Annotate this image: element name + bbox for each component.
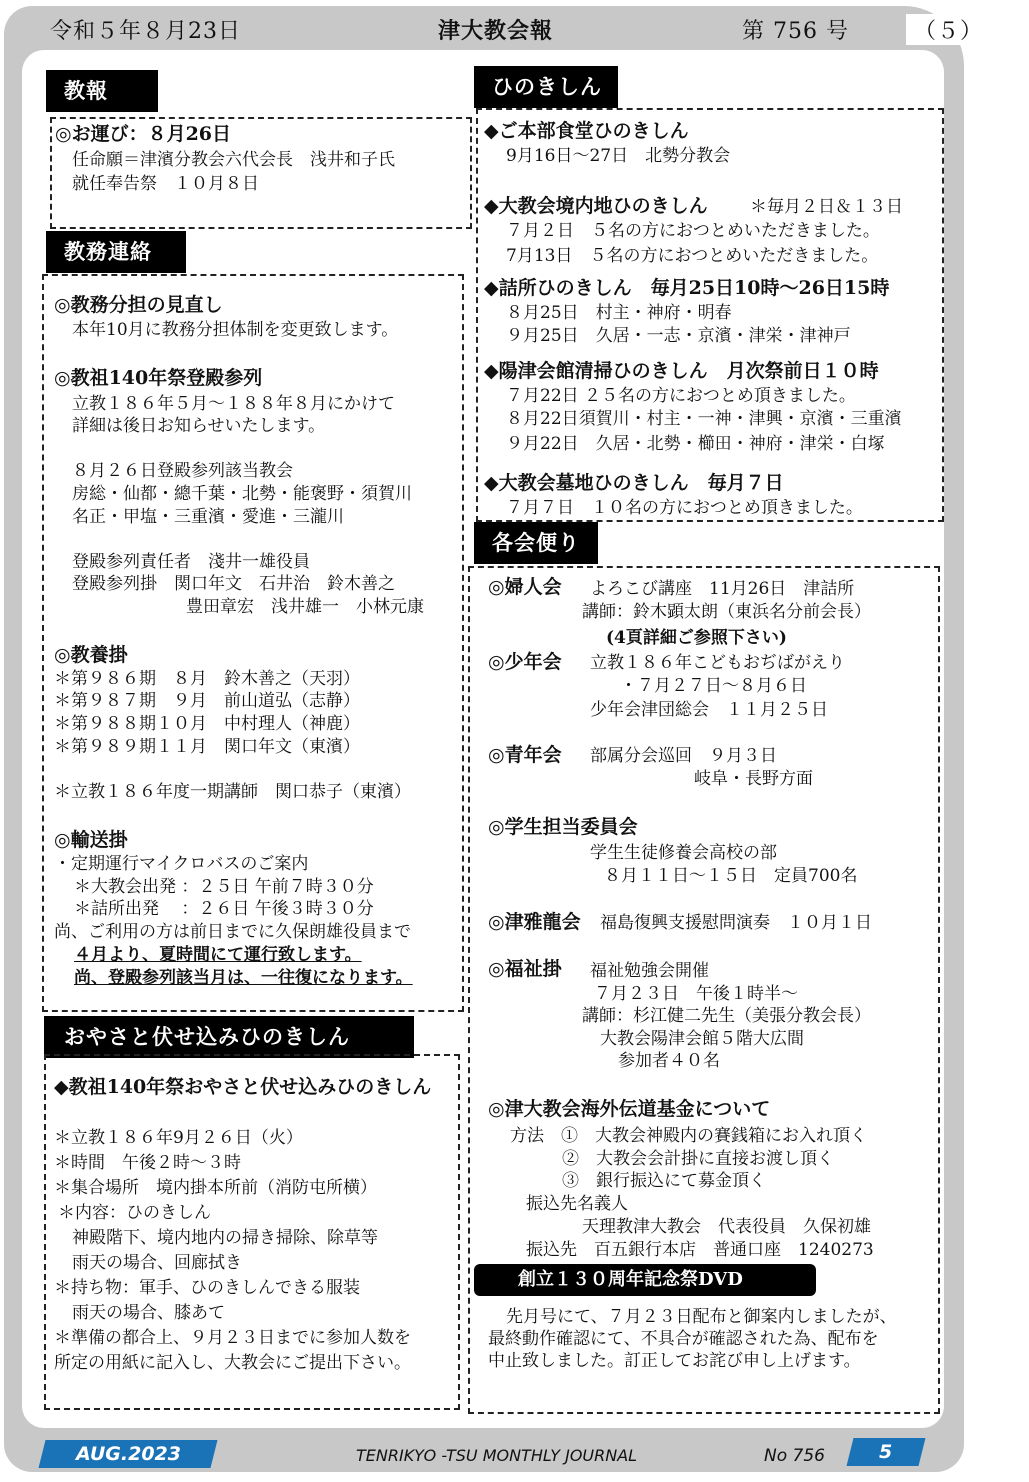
kyomu-line: ４月より、夏時間にて運行致します。 xyxy=(74,945,362,965)
oyasato-line: 雨天の場合、膝あて xyxy=(72,1303,225,1323)
kyomu-line: ◎教養掛 xyxy=(54,644,128,666)
kyomu-line: 豊田章宏 浅井雄一 小林元康 xyxy=(186,597,424,617)
kakukai-line: 学生生徒修養会高校の部 xyxy=(590,843,777,863)
kyoho-line: ◎お運び：８月26日 xyxy=(55,123,232,145)
hinokishin-line: ◆陽津会館清掃ひのきしん 月次祭前日１０時 xyxy=(484,360,879,382)
section-kakukai-title: 各会便り xyxy=(474,522,598,564)
section-kyomu-title: 教務連絡 xyxy=(46,231,186,273)
kyomu-line: ＊詰所出発 ：２６日 午後３時３０分 xyxy=(74,899,374,919)
footer-month-tab xyxy=(39,1440,218,1468)
hinokishin-line: ７月２日 ５名の方におつとめいただきました。 xyxy=(506,221,880,241)
kyomu-line: ＊第９８７期 ９月 前山道弘（志静） xyxy=(54,691,360,711)
kyomu-line: 登殿参列掛 関口年文 石井治 鈴木善之 xyxy=(72,574,395,594)
kyomu-line: ◎教祖140年祭登殿参列 xyxy=(54,367,263,389)
hinokishin-line: ７月22日 ２５名の方におつとめ頂きました。 xyxy=(506,386,856,406)
kyomu-line: ◎輸送掛 xyxy=(54,829,128,851)
kakukai-line: 振込先 百五銀行本店 普通口座 1240273 xyxy=(526,1240,874,1260)
oyasato-line: ＊時間 午後２時～３時 xyxy=(54,1153,241,1173)
hinokishin-line: ９月25日 久居・一志・京濱・津栄・津神戸 xyxy=(506,326,851,346)
footer-page: 5 xyxy=(879,1441,893,1463)
kakukai-line: 福祉勉強会開催 xyxy=(590,961,709,981)
kyomu-line: ８月２６日登殿参列該当教会 xyxy=(72,461,293,481)
footer-month: AUG.2023 xyxy=(75,1443,181,1465)
header-page: （５） xyxy=(906,14,991,45)
kakukai-line: ７月２３日 午後１時半～ xyxy=(594,984,798,1004)
oyasato-line: ＊準備の都合上、９月２３日までに参加人数を xyxy=(54,1328,411,1348)
hinokishin-line: ◆詰所ひのきしん 毎月25日10時～26日15時 xyxy=(484,277,890,299)
kakukai-line: 講師：鈴木顕太朗（東浜名分前会長） xyxy=(582,602,871,622)
kakukai-line: ◎津大教会海外伝道基金について xyxy=(488,1098,771,1120)
kakukai-line: ◎津雅龍会 xyxy=(488,911,581,933)
kakukai-line: ◎学生担当委員会 xyxy=(488,816,638,838)
dvd-banner: 創立１３０周年記念祭DVD xyxy=(474,1264,816,1296)
kyomu-line: 詳細は後日お知らせいたします。 xyxy=(72,416,326,436)
kakukai-line: 立教１８６年こどもおぢばがえり xyxy=(590,653,845,673)
hinokishin-line: 7月13日 ５名の方におつとめいただきました。 xyxy=(506,246,879,266)
oyasato-line: ◆教祖140年祭おやさと伏せ込みひのきしん xyxy=(54,1076,432,1098)
dvd-line: 先月号にて、７月２３日配布と御案内しましたが、 xyxy=(506,1307,897,1327)
dvd-line: 中止致しました。訂正してお詫び申し上げます。 xyxy=(488,1351,861,1371)
kyomu-line: 登殿参列責任者 淺井一雄役員 xyxy=(72,552,310,572)
hinokishin-line: ◆大教会境内地ひのきしん xyxy=(484,195,708,217)
kyomu-line: ＊第９８６期 ８月 鈴木善之（天羽） xyxy=(54,669,360,689)
kyomu-line: 尚、ご利用の方は前日までに久保朗雄役員まで xyxy=(54,922,411,942)
hinokishin-line: ８月25日 村主・神府・明春 xyxy=(506,303,732,323)
hinokishin-line: ９月22日 久居・北勢・櫛田・神府・津栄・白塚 xyxy=(506,434,885,454)
oyasato-line: ＊内容：ひのきしん xyxy=(58,1203,211,1223)
oyasato-line: 所定の用紙に記入し、大教会にご提出下さい。 xyxy=(54,1353,411,1373)
hinokishin-line: 9月16日～27日 北勢分教会 xyxy=(506,146,731,166)
kyoho-line: 就任奉告祭 １０月８日 xyxy=(72,174,259,194)
kakukai-line: ② 大教会会計掛に直接お渡し頂く xyxy=(562,1149,834,1169)
kakukai-line: (4頁詳細ご参照下さい) xyxy=(606,628,787,648)
hinokishin-line: ◆ご本部食堂ひのきしん xyxy=(484,120,689,142)
kyomu-line: 尚、登殿参列該当月は、一往復になります。 xyxy=(74,968,413,988)
kakukai-line: 天理教津大教会 代表役員 久保初雄 xyxy=(582,1217,871,1237)
kakukai-line: ◎少年会 xyxy=(488,651,562,673)
oyasato-line: ＊集合場所 境内掛本所前（消防屯所横） xyxy=(54,1178,377,1198)
kakukai-line: ◎青年会 xyxy=(488,744,562,766)
oyasato-line: ＊持ち物：軍手、ひのきしんできる服装 xyxy=(54,1278,360,1298)
hinokishin-line: ７月７日 １０名の方におつとめ頂きました。 xyxy=(506,498,863,518)
kakukai-line: 部属分会巡回 ９月３日 xyxy=(590,746,777,766)
kyoho-line: 任命願＝津濱分教会六代会長 浅井和子氏 xyxy=(72,150,395,170)
kyomu-line: 本年10月に教務分担体制を変更致します。 xyxy=(72,320,399,340)
section-oyasato-title: おやさと伏せ込みひのきしん xyxy=(44,1016,414,1058)
kakukai-line: よろこび講座 11月26日 津詰所 xyxy=(590,579,855,599)
header-issue: 第 756 号 xyxy=(742,19,849,44)
kakukai-line: 岐阜・長野方面 xyxy=(694,769,813,789)
kakukai-line: 参加者４０名 xyxy=(618,1051,720,1071)
kakukai-line: ◎福祉掛 xyxy=(488,958,562,980)
hinokishin-line: ８月22日須賀川・村主・一神・津興・京濱・三重濱 xyxy=(506,409,902,429)
hinokishin-line: ◆大教会墓地ひのきしん 毎月７日 xyxy=(484,472,784,494)
footer-journal: TENRIKYO -TSU MONTHLY JOURNAL xyxy=(356,1446,638,1465)
kakukai-line: ・７月２７日～８月６日 xyxy=(620,676,807,696)
kakukai-line: 福島復興支援慰問演奏 １０月１日 xyxy=(600,913,872,933)
kakukai-line: ◎婦人会 xyxy=(488,576,562,598)
kyomu-line: ＊大教会出発 ：２５日 午前７時３０分 xyxy=(74,877,374,897)
oyasato-line: 雨天の場合、回廊拭き xyxy=(72,1253,242,1273)
kyomu-line: ＊第９８９期１１月 関口年文（東濱） xyxy=(54,737,360,757)
footer-number: No 756 xyxy=(764,1446,825,1466)
header-date: 令和５年８月23日 xyxy=(50,19,241,44)
dvd-line: 最終動作確認にて、不具合が確認された為、配布を xyxy=(488,1329,879,1349)
header-title: 津大教会報 xyxy=(438,18,554,44)
kyomu-line: 名正・甲塩・三重濱・愛進・三瀧川 xyxy=(72,507,344,527)
kakukai-line: ③ 銀行振込にて募金頂く xyxy=(562,1171,766,1191)
kakukai-line: 振込先名義人 xyxy=(526,1194,628,1214)
oyasato-line: 神殿階下、境内地内の掃き掃除、除草等 xyxy=(72,1228,378,1248)
kyomu-line: 立教１８６年５月～１８８年８月にかけて xyxy=(72,394,395,414)
kakukai-line: 方法 ① 大教会神殿内の賽銭箱にお入れ頂く xyxy=(510,1126,867,1146)
oyasato-line: ＊立教１８６年9月２６日（火） xyxy=(54,1128,303,1148)
hinokishin-line: ＊毎月２日＆１３日 xyxy=(750,197,903,217)
kyomu-line: ・定期運行マイクロバスのご案内 xyxy=(54,854,309,874)
kyomu-line: ＊第９８８期１０月 中村理人（神鹿） xyxy=(54,714,360,734)
kakukai-line: 講師：杉江健二先生（美張分教会長） xyxy=(582,1006,871,1026)
footer-page-tab xyxy=(847,1438,926,1466)
kakukai-line: 少年会津団総会 １１月２５日 xyxy=(590,700,828,720)
section-kyoho-title: 教報 xyxy=(46,70,158,112)
kakukai-line: 大教会陽津会館５階大広間 xyxy=(600,1029,804,1049)
section-hinokishin-title: ひのきしん xyxy=(474,66,618,108)
kyomu-line: ＊立教１８６年度一期講師 関口恭子（東濱） xyxy=(54,782,411,802)
kakukai-line: ８月１１日～１５日 定員700名 xyxy=(604,866,858,886)
kyomu-line: 房総・仙都・總千葉・北勢・能褒野・須賀川 xyxy=(72,484,412,504)
kyomu-line: ◎教務分担の見直し xyxy=(54,294,223,316)
